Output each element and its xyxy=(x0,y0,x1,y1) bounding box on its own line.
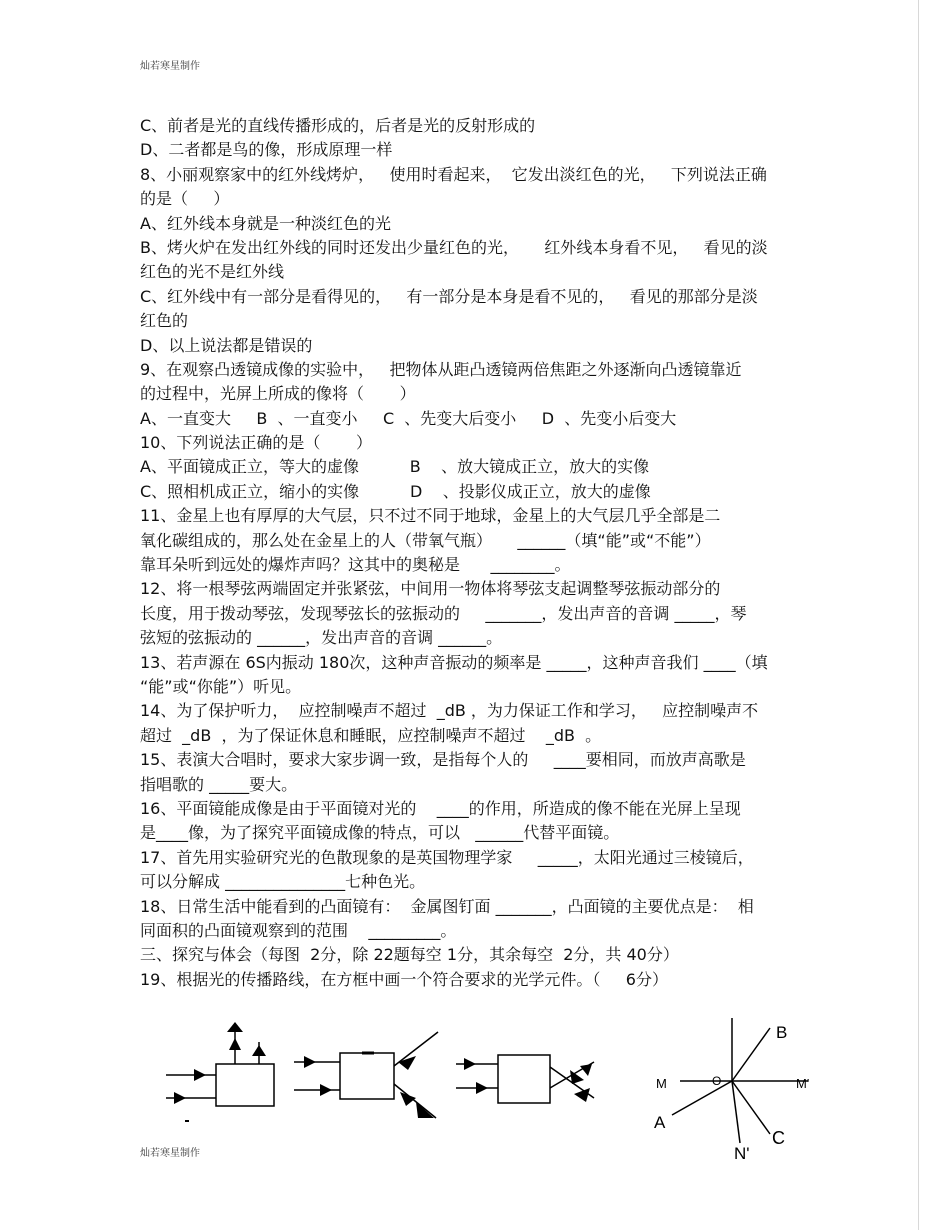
figure-box-3 xyxy=(452,1018,602,1138)
text-line: D、二者都是鸟的像，形成原理一样 xyxy=(140,140,393,160)
text-line: 11、金星上也有厚厚的大气层，只不过不同于地球，金星上的大气层几乎全部是二 xyxy=(140,506,721,526)
label-M-prime: M' xyxy=(796,1076,810,1091)
text-line: 的过程中，光屏上所成的像将（ ） xyxy=(140,384,416,404)
text-line: 16、平面镜能成像是由于平面镜对光的 ____的作用，所造成的像不能在光屏上呈现 xyxy=(140,798,741,818)
text-line: 弦短的弦振动的 ______，发出声音的音调 ______。 xyxy=(140,628,503,648)
text-line: A、红外线本身就是一种淡红色的光 xyxy=(140,213,391,233)
text-line: C、照相机成正立，缩小的实像 D 、投影仪成正立，放大的虚像 xyxy=(140,481,651,501)
text-line: 18、日常生活中能看到的凸面镜有： 金属图钉面 _______，凸面镜的主要优点是： 相 xyxy=(140,896,754,916)
stray-mark xyxy=(185,1120,189,1122)
page-footer: 灿若寒星制作 xyxy=(140,1148,200,1159)
text-line: A、平面镜成正立，等大的虚像 B 、放大镜成正立，放大的实像 xyxy=(140,457,650,477)
text-line: D、以上说法都是错误的 xyxy=(140,335,313,355)
text-line: 同面积的凸面镜观察到的范围 _________。 xyxy=(140,920,457,940)
figure-box-1 xyxy=(160,1018,290,1138)
text-line: 指唱歌的 _____要大。 xyxy=(140,774,298,794)
text-line: 的是（ ） xyxy=(140,189,230,209)
text-line: 红色的 xyxy=(140,311,189,331)
text-line: 是____像，为了探究平面镜成像的特点，可以 ______代替平面镜。 xyxy=(140,823,620,843)
label-B: B xyxy=(776,1023,788,1042)
figure-box-2 xyxy=(290,1018,450,1138)
text-line: 靠耳朵听到远处的爆炸声吗？这其中的奥秘是 ________。 xyxy=(140,555,571,575)
text-line: 超过 _dB ，为了保证休息和睡眠，应控制噪声不超过 _dB 。 xyxy=(140,725,602,745)
label-A: A xyxy=(654,1113,666,1132)
text-line: 19、根据光的传播路线，在方框中画一个符合要求的光学元件。（ 6分） xyxy=(140,969,668,989)
text-line: 12、将一根琴弦两端固定并张紧弦，中间用一物体将琴弦支起调整琴弦振动部分的 xyxy=(140,579,721,599)
ray-OA xyxy=(672,1081,732,1115)
text-line: C、红外线中有一部分是看得见的， 有一部分是本身是看不见的， 看见的那部分是淡 xyxy=(140,286,758,306)
page-edge xyxy=(918,0,919,1230)
text-line: 8、小丽观察家中的红外线烤炉， 使用时看起来， 它发出淡红色的光， 下列说法正确 xyxy=(140,164,767,184)
label-C: C xyxy=(772,1128,785,1148)
page-header: 灿若寒星制作 xyxy=(140,61,200,72)
label-N-prime: N' xyxy=(734,1144,750,1163)
text-line: 氧化碳组成的，那么处在金星上的人（带氧气瓶） ______（填“能”或“不能”） xyxy=(140,530,711,550)
text-line: C、前者是光的直线传播形成的，后者是光的反射形成的 xyxy=(140,116,536,135)
text-line: A、一直变大 B 、一直变小 C 、先变大后变小 D 、先变小后变大 xyxy=(140,408,677,428)
text-line: B、烤火炉在发出红外线的同时还发出少量红色的光， 红外线本身看不见， 看见的淡 xyxy=(140,237,768,257)
text-line: 三、探究与体会（每图 2分，除 22题每空 1分，其余每空 2分，共 40分） xyxy=(140,945,679,965)
text-line: 红色的光不是红外线 xyxy=(140,262,285,282)
reflection-diagram xyxy=(650,1018,820,1168)
label-O: O xyxy=(712,1074,722,1088)
text-line: 14、为了保护听力， 应控制噪声不超过 _dB ，为力保证工作和学习， 应控制噪声不 xyxy=(140,701,759,721)
text-line: 17、首先用实验研究光的色散现象的是英国物理学家 _____，太阳光通过三棱镜后， xyxy=(140,847,754,867)
text-line: 15、表演大合唱时，要求大家步调一致，是指每个人的 ____要相同，而放声高歌是 xyxy=(140,750,746,770)
text-line: “能”或“你能”）听见。 xyxy=(140,676,302,696)
ray-OB xyxy=(732,1028,770,1081)
optical-box-3 xyxy=(498,1055,550,1103)
text-line: 长度，用于拨动琴弦，发现琴弦长的弦振动的 _______，发出声音的音调 _____，琴 xyxy=(140,603,747,623)
optical-box-1 xyxy=(216,1064,274,1106)
optical-box-2 xyxy=(340,1053,394,1099)
text-line: 可以分解成 _______________七种色光。 xyxy=(140,872,426,892)
exam-text xyxy=(140,114,820,992)
text-line: 10、下列说法正确的是（ ） xyxy=(140,433,372,453)
label-M: M xyxy=(656,1076,667,1091)
text-line: 9、在观察凸透镜成像的实验中， 把物体从距凸透镜两倍焦距之外逐渐向凸透镜靠近 xyxy=(140,359,742,379)
text-line: 13、若声源在 6S内振动 180次，这种声音振动的频率是 _____，这种声音我们 ____（填 xyxy=(140,652,768,672)
